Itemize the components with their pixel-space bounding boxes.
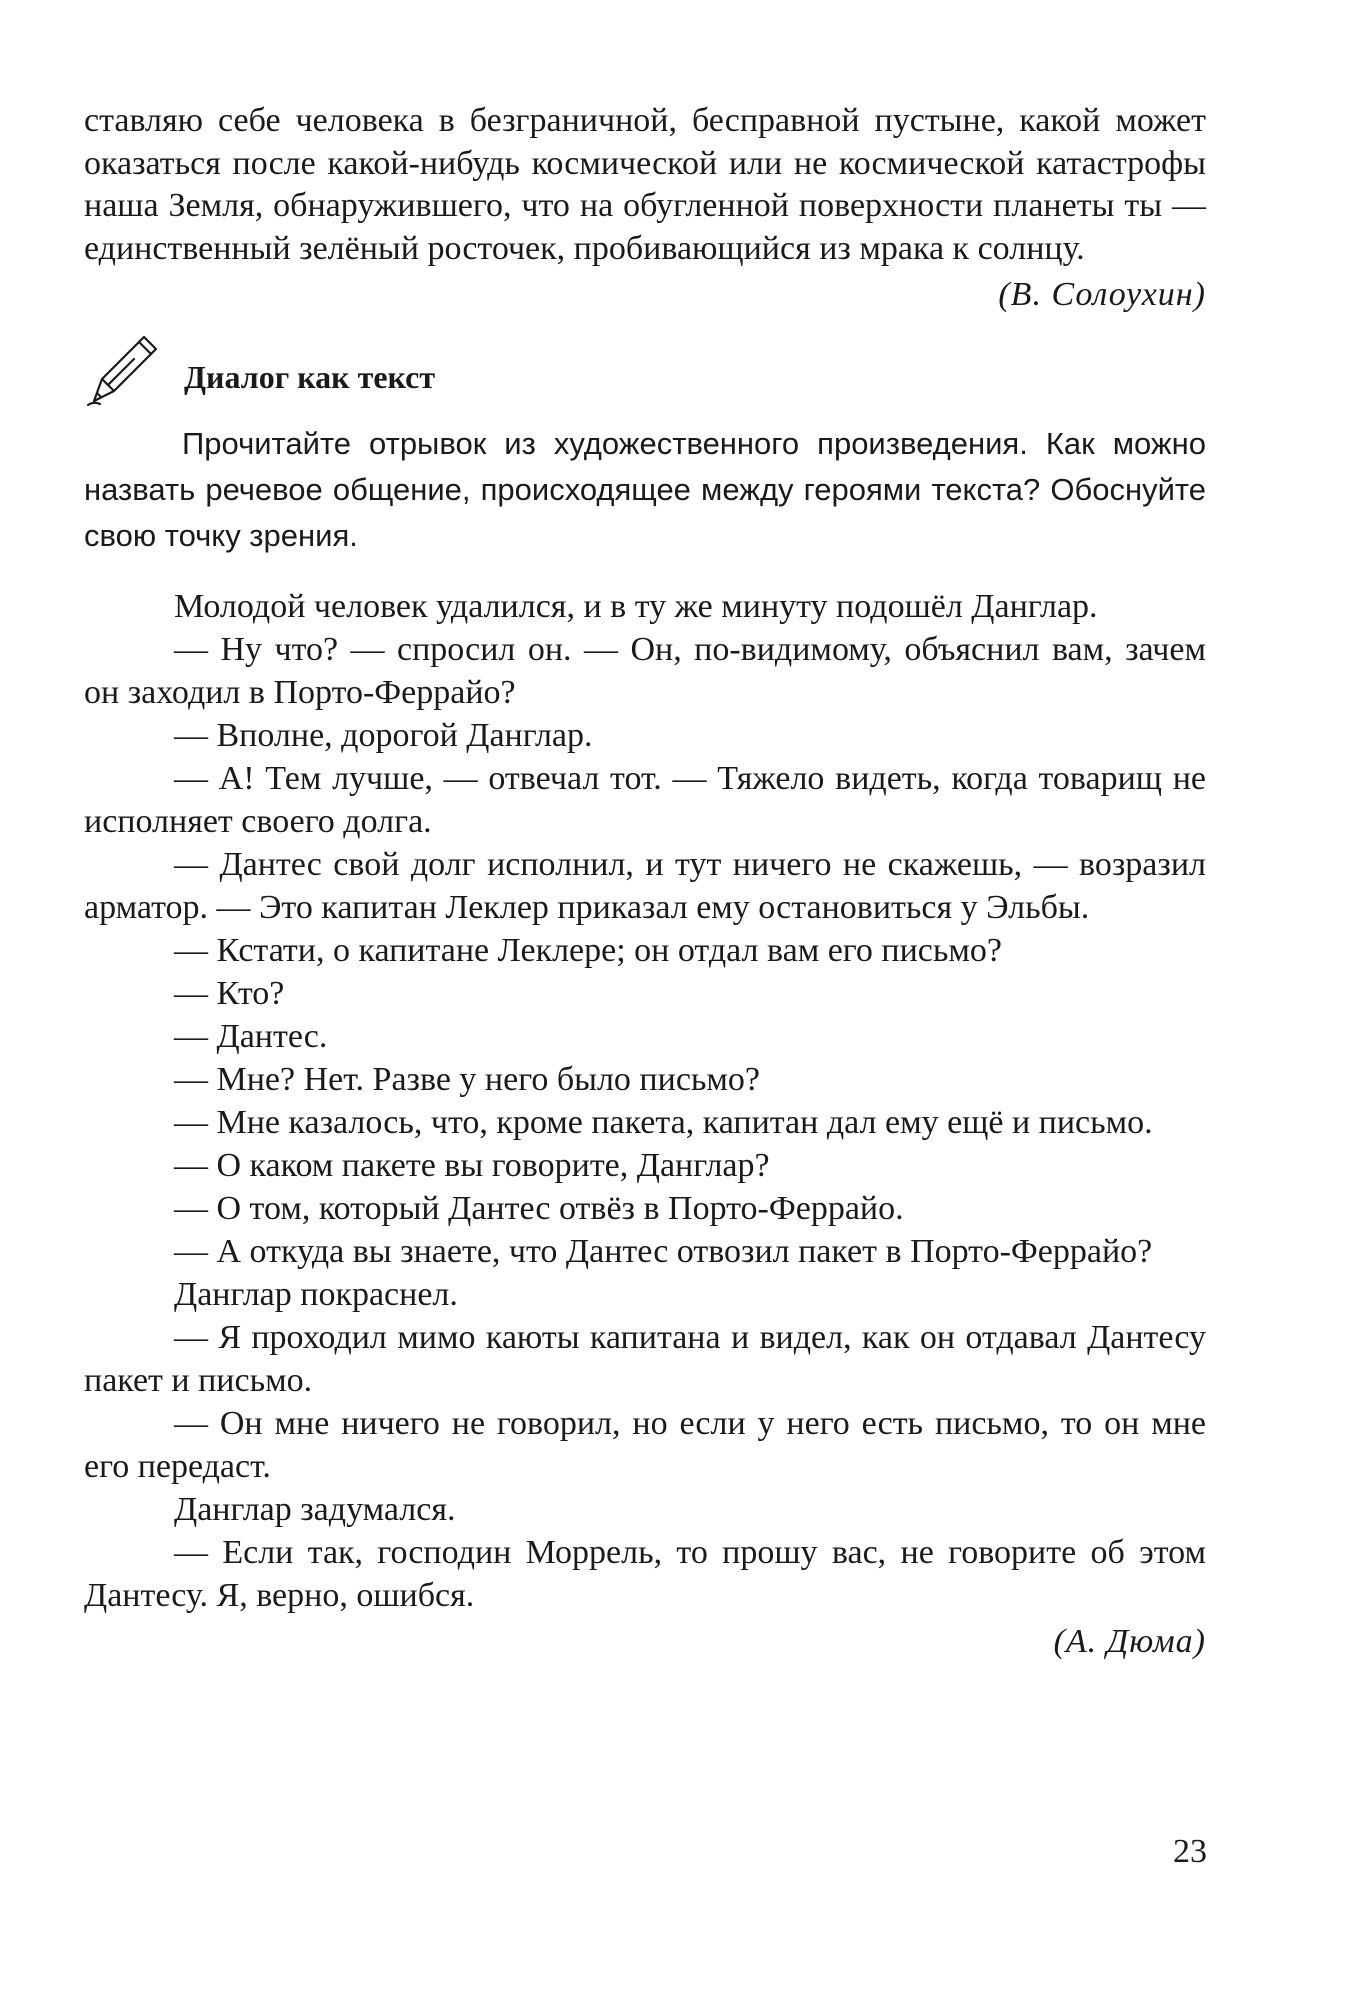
- page-number: 23: [1173, 1833, 1207, 1870]
- section-title: Диалог как текст: [184, 358, 436, 395]
- dialog-paragraph: — А! Тем лучше, — отвечал тот. — Тяжело видеть, когда товарищ не исполняет своего долга.: [84, 759, 1206, 840]
- dialog-paragraph: — Если так, господин Моррель, то прошу вас, не говорите об этом Дантесу. Я, верно, ошибся.: [84, 1533, 1206, 1614]
- dialog-paragraph: — О каком пакете вы говорите, Данглар?: [174, 1146, 770, 1184]
- dialog-paragraph: — Дантес.: [174, 1017, 328, 1055]
- dialog-source: (А. Дюма): [1053, 1622, 1206, 1660]
- section-heading: [84, 331, 1206, 411]
- dialog-paragraph: — Мне? Нет. Разве у него было письмо?: [174, 1060, 761, 1098]
- page-content: [84, 100, 1206, 1664]
- dialog-paragraph: — Кто?: [174, 974, 285, 1012]
- dialog-paragraph: — Он мне ничего не говорил, но если у него есть письмо, то он мне его передаст.: [84, 1404, 1206, 1485]
- task-instruction: Прочитайте отрывок из художественного произведения. Как можно назвать речевое общение, происходящее между героями текста? Обоснуйте свою точку зрения.: [84, 425, 1206, 553]
- dialog-paragraph: — А откуда вы знаете, что Дантес отвозил пакет в Порто-Феррайо?: [174, 1232, 1153, 1270]
- dialog-paragraph: — Дантес свой долг исполнил, и тут ничего не скажешь, — возразил арматор. — Это капитан Леклер приказал ему остановиться у Эльбы.: [84, 845, 1206, 926]
- dialog-paragraph: — О том, который Дантес отвёз в Порто-Феррайо.: [174, 1189, 904, 1227]
- dialog-paragraph: — Кстати, о капитане Леклере; он отдал вам его письмо?: [174, 931, 1002, 969]
- dialog-paragraph: Данглар покраснел.: [174, 1275, 458, 1313]
- dialog-paragraph: Данглар задумался.: [174, 1490, 456, 1528]
- pen-icon: [84, 331, 164, 411]
- dialog-paragraph: — Вполне, дорогой Данглар.: [174, 716, 593, 754]
- dialog-paragraph: — Ну что? — спросил он. — Он, по-видимому, объяснил вам, зачем он заходил в Порто-Феррайо?: [84, 630, 1206, 711]
- dialog-excerpt: [84, 585, 1206, 1664]
- intro-source: (В. Солоухин): [998, 276, 1206, 314]
- dialog-paragraph: Молодой человек удалился, и в ту же минуту подошёл Данглар.: [174, 587, 1098, 625]
- dialog-paragraph: — Я проходил мимо каюты капитана и видел, как он отдавал Дантесу пакет и письмо.: [84, 1318, 1206, 1399]
- intro-paragraph: ставляю себе человека в безграничной, бесправной пустыне, какой может оказаться после какой-нибудь космической или не космической катастрофы наша Земля, обнаружившего, что на обугленной поверхности планеты ты — единственный зелёный росточек, пробивающийся из мрака к солнцу.: [84, 102, 1206, 267]
- dialog-paragraph: — Мне казалось, что, кроме пакета, капитан дал ему ещё и письмо.: [174, 1103, 1153, 1141]
